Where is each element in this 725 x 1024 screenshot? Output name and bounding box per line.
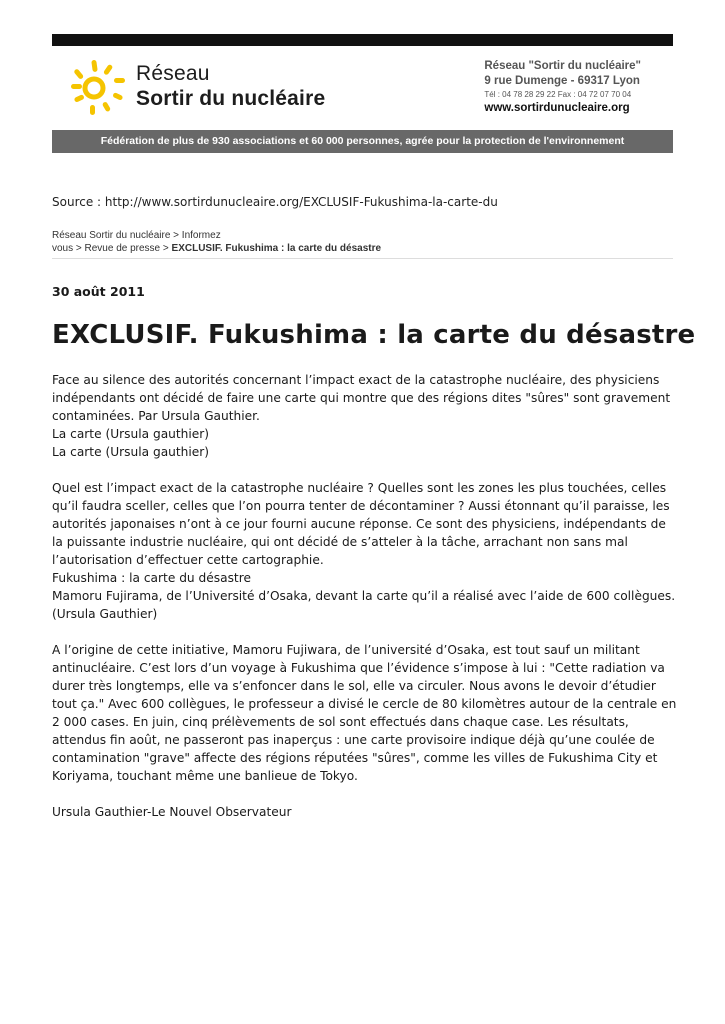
contact-name: Réseau "Sortir du nucléaire" bbox=[484, 60, 641, 72]
article-title: EXCLUSIF. Fukushima : la carte du désastre bbox=[52, 320, 696, 350]
logo-wordmark bbox=[136, 62, 325, 112]
paragraph: Quel est l’impact exact de la catastrophe nucléaire ? Quelles sont les zones les plus touchées, celles qu’il faudra sceller, celles que l’on pourra tenter de décontaminer ? Aussi étonnant qu’il paraisse, les autorités japonaises n’ont à ce jour fourni aucune réponse. Ce sont des physiciens, indépendants de la puissante industrie nucléaire, qui ont décidé de s’atteler à la tâche, arrachant non sans mal l’autorisation d’effectuer cette cartographie. bbox=[52, 481, 670, 567]
article-signature: Ursula Gauthier-Le Nouvel Observateur bbox=[52, 805, 292, 819]
federation-banner: Fédération de plus de 930 associations et 60 000 personnes, agrée pour la protection de l'environnement bbox=[52, 130, 673, 153]
letterhead bbox=[52, 52, 673, 124]
breadcrumb bbox=[52, 229, 673, 259]
image-caption: La carte (Ursula gauthier) bbox=[52, 427, 210, 441]
breadcrumb-line-2 bbox=[52, 242, 673, 255]
logo-line-1: Réseau bbox=[136, 62, 210, 85]
breadcrumb-path: vous > Revue de presse > bbox=[52, 243, 172, 254]
paragraph: A l’origine de cette initiative, Mamoru Fujiwara, de l’université d’Osaka, est tout sauf un militant antinucléaire. C’est lors d’un voyage à Fukushima que l’évidence s’impose à lui : "Cette radiation va durer très longtemps, elle va s’enfoncer dans le sol, elle va circuler. Nous avons le devoir d’étudier tout ça." Avec 600 collègues, le professeur a divisé le cercle de 80 kilomètres autour de la centrale en 2 000 cases. En juin, cinq prélèvements de sol sont effectués dans chaque case. Les résultats, attendus fin août, ne passeront pas inaperçus : une carte provisoire indique déjà qu’une coulée de contamination "grave" affecte des régions réputées "sûres", comme les villes de Fukushima City et Koriyama, touchant même une banlieue de Tokyo. bbox=[52, 643, 677, 783]
sun-logo-icon bbox=[70, 56, 128, 116]
contact-website[interactable]: www.sortirdunucleaire.org bbox=[484, 102, 630, 114]
contact-address: 9 rue Dumenge - 69317 Lyon bbox=[484, 75, 640, 87]
contact-block bbox=[484, 59, 641, 116]
article-body bbox=[52, 371, 677, 821]
breadcrumb-line-1: Réseau Sortir du nucléaire > Informez bbox=[52, 230, 221, 241]
source-line: Source : http://www.sortirdunucleaire.org/EXCLUSIF-Fukushima-la-carte-du bbox=[52, 195, 498, 209]
image-caption: Fukushima : la carte du désastre bbox=[52, 571, 251, 585]
article-date: 30 août 2011 bbox=[52, 284, 145, 299]
breadcrumb-current: EXCLUSIF. Fukushima : la carte du désastre bbox=[171, 243, 382, 254]
image-caption: La carte (Ursula gauthier) bbox=[52, 445, 210, 459]
image-caption: Mamoru Fujirama, de l’Université d’Osaka, devant la carte qu’il a réalisé avec l’aide de 600 collègues. (Ursula Gauthier) bbox=[52, 589, 676, 621]
paragraph-intro: Face au silence des autorités concernant l’impact exact de la catastrophe nucléaire, des physiciens indépendants ont décidé de faire une carte qui montre que des régions dites "sûres" sont gravement contaminées. Par Ursula Gauthier. bbox=[52, 373, 671, 423]
contact-phone: Tél : 04 78 28 29 22 Fax : 04 72 07 70 04 bbox=[484, 90, 632, 99]
logo-line-2: Sortir du nucléaire bbox=[136, 87, 326, 110]
top-bar bbox=[52, 34, 673, 46]
